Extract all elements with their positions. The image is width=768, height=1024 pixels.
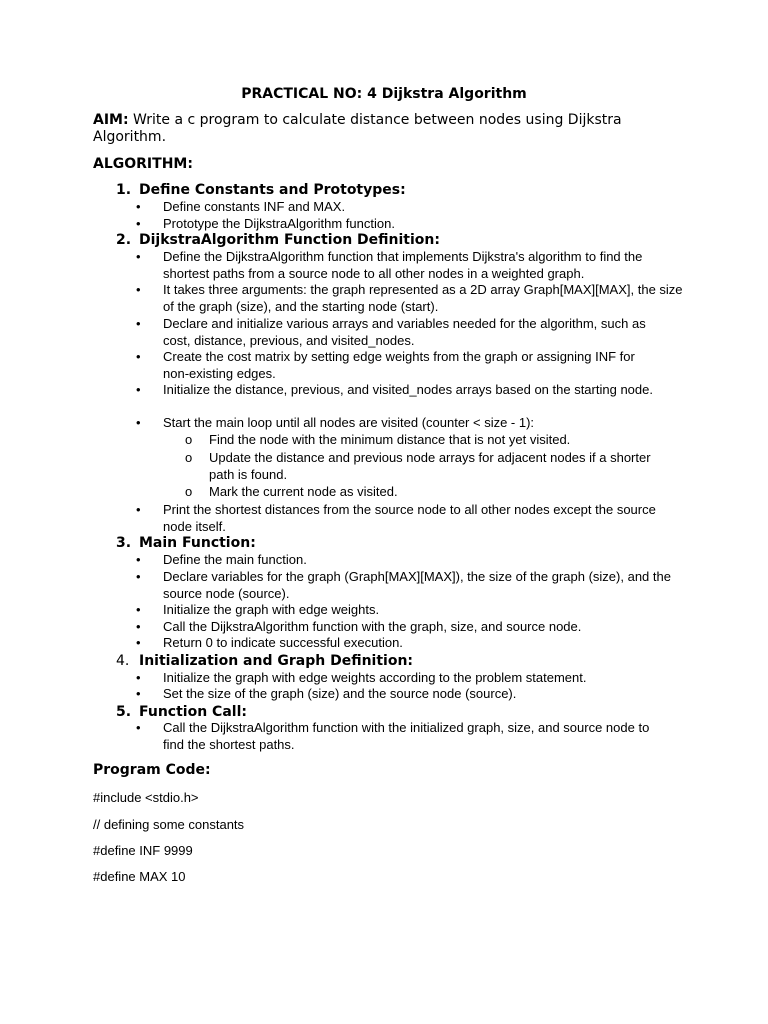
bullet-icon: • (136, 635, 141, 650)
section-title: Function Call: (139, 704, 247, 720)
bullet-icon: • (136, 349, 141, 364)
section-title: Main Function: (139, 535, 256, 551)
bullet-icon: • (136, 569, 141, 584)
aim-label: AIM: (93, 112, 129, 128)
page-title: PRACTICAL NO: 4 Dijkstra Algorithm (241, 86, 527, 102)
sub-bullet-icon: o (185, 484, 193, 499)
code-line: #define INF 9999 (93, 843, 193, 858)
section-number: 3. (116, 535, 132, 551)
bullet-icon: • (136, 316, 141, 331)
aim-paragraph (93, 112, 653, 146)
document-page: PRACTICAL NO: 4 Dijkstra Algorithm AIM: Write a c program to calculate distance between nodes using Dijkstra Algorithm. ALGORITHM: 1. Define Constants and Prototypes: • Define constants INF and MAX. • Prototype the DijkstraAlgorithm function. 2. DijkstraAlgorithm Function Definition: • Define the DijkstraAlgorithm function that implements Dijkstra's algorithm to find the shortest paths from a source node to all other nodes in a weighted graph. • It takes three arguments: the graph represented as a 2D array Graph[MAX][MAX], the size of the graph (size), and the starting node (start). • Declare and initialize various arrays and variables needed for the algorithm, such as cost, distance, previous, and visited_nodes. • Create the cost matrix by setting edge weights from the graph or assigning INF for non-existing edges. • Initialize the distance, previous, and visited_nodes arrays based on the starting node. • Start the main loop until all nodes are visited (counter < size - 1): o Find the node with the minimum distance that is not yet visited. o Update the distance and previous node arrays for adjacent nodes if a shorter path is found. o Mark the current node as visited. • Print the shortest distances from the source node to all other nodes except the source node itself. 3. Main Function: • Define the main function. • Declare variables for the graph (Graph[MAX][MAX]), the size of the graph (size), and the source node (source). • Initialize the graph with edge weights. • Call the DijkstraAlgorithm function with the graph, size, and source node. • Return 0 to indicate successful execution. 4. Initialization and Graph Definition: • Initialize the graph with edge weights according to the problem statement. • Set the size of the graph (size) and the source node (source). 5. Function Call: • Call the DijkstraAlgorithm function with the initialized graph, size, and source node to find the shortest paths. Program Code: #include <stdio.h> // defining some constants #define INF 9999 #define MAX 10 (0, 0, 768, 1024)
section-number: 2. (116, 232, 132, 248)
bullet-icon: • (136, 415, 141, 430)
bullet-icon: • (136, 199, 141, 214)
bullet-icon: • (136, 282, 141, 297)
bullet-icon: • (136, 686, 141, 701)
code-line: #define MAX 10 (93, 869, 186, 884)
sub-bullet-icon: o (185, 450, 193, 465)
section-number: 4. (116, 653, 130, 669)
bullet-icon: • (136, 216, 141, 231)
bullet-icon: • (136, 502, 141, 517)
bullet-icon: • (136, 552, 141, 567)
aim-text: Write a c program to calculate distance between nodes using Dijkstra Algorithm. (93, 112, 622, 145)
algorithm-heading: ALGORITHM: (93, 156, 193, 172)
section-number: 1. (116, 182, 132, 198)
code-line: // defining some constants (93, 817, 245, 832)
bullet-icon: • (136, 382, 141, 397)
program-code-heading: Program Code: (93, 762, 211, 778)
bullet-icon: • (136, 249, 141, 264)
bullet-icon: • (136, 670, 141, 685)
bullet-icon: • (136, 602, 141, 617)
section-title: Define Constants and Prototypes: (139, 182, 406, 198)
section-title: DijkstraAlgorithm Function Definition: (139, 232, 440, 248)
sub-bullet-icon: o (185, 432, 193, 447)
section-number: 5. (116, 704, 132, 720)
bullet-icon: • (136, 619, 141, 634)
code-line: #include <stdio.h> (93, 790, 199, 805)
section-title: Initialization and Graph Definition: (139, 653, 414, 669)
bullet-icon: • (136, 720, 141, 735)
